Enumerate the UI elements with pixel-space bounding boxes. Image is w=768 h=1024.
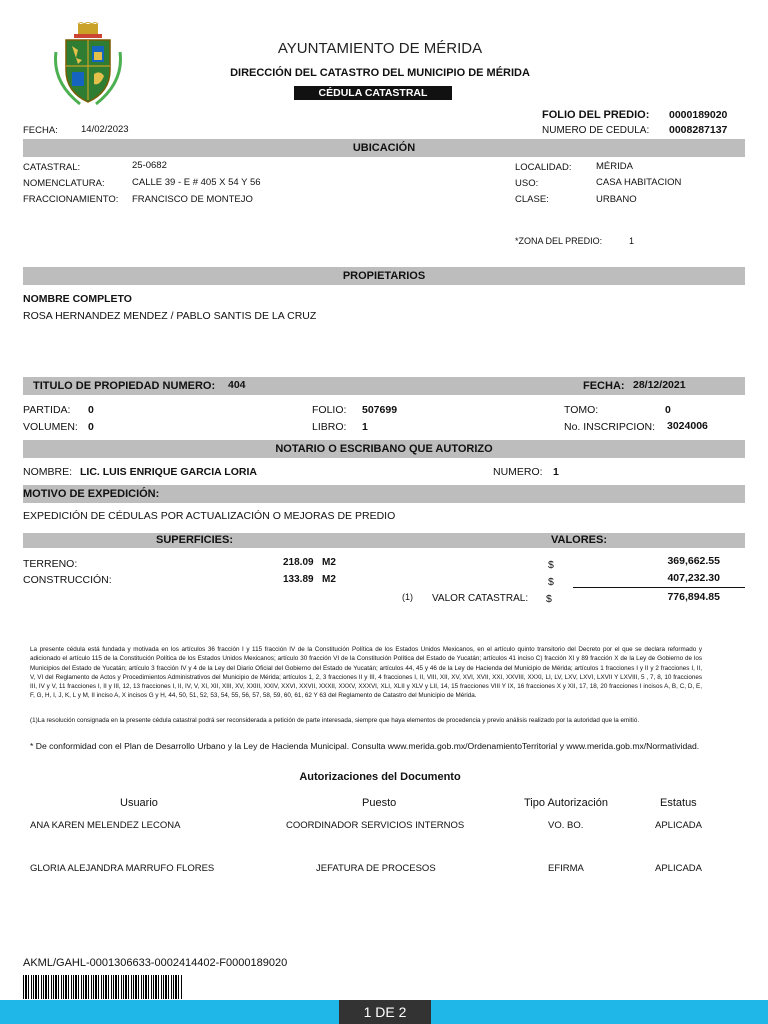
notario-numero-label: NUMERO: — [493, 466, 543, 478]
fecha-label: FECHA: — [23, 125, 58, 136]
propietarios-title: PROPIETARIOS — [342, 270, 426, 282]
titulo-value: 404 — [228, 379, 246, 391]
auth-row2-puesto: JEFATURA DE PROCESOS — [316, 863, 436, 874]
localidad-value: MÉRIDA — [596, 161, 633, 172]
auth-row2-estatus: APLICADA — [655, 863, 702, 874]
fracc-value: FRANCISCO DE MONTEJO — [132, 194, 253, 205]
header-org: AYUNTAMIENTO DE MÉRIDA — [277, 40, 483, 57]
auth-row2-usuario: GLORIA ALEJANDRA MARRUFO FLORES — [30, 863, 215, 874]
auth-row1-puesto: COORDINADOR SERVICIOS INTERNOS — [286, 820, 465, 831]
page-indicator[interactable]: 1 DE 2 — [339, 1000, 431, 1024]
valores-title: VALORES: — [551, 534, 608, 546]
propietarios-bar — [23, 267, 745, 285]
terreno-unit: M2 — [322, 557, 336, 568]
inscripcion-label: No. INSCRIPCION: — [564, 421, 656, 433]
nomenclatura-value: CALLE 39 - E # 405 X 54 Y 56 — [132, 177, 261, 188]
partida-label: PARTIDA: — [23, 404, 71, 416]
catastral-value: 25-0682 — [132, 160, 167, 171]
valor-terreno: 369,662.55 — [667, 555, 720, 567]
auth-header-usuario: Usuario — [120, 797, 158, 809]
terreno-value: 218.09 — [283, 557, 314, 568]
autorizaciones-title: Autorizaciones del Documento — [299, 771, 461, 783]
folio-value: 0000189020 — [669, 109, 728, 121]
valor-catastral: 776,894.85 — [667, 591, 720, 603]
currency-terreno: $ — [548, 559, 554, 571]
auth-header-tipo: Tipo Autorización — [524, 797, 608, 809]
construccion-unit: M2 — [322, 574, 336, 585]
motivo-text: EXPEDICIÓN DE CÉDULAS POR ACTUALIZACIÓN O MEJORAS DE PREDIO — [23, 510, 396, 522]
notario-numero: 1 — [553, 466, 559, 478]
auth-row1-usuario: ANA KAREN MELENDEZ LECONA — [30, 820, 181, 831]
ubicacion-title: UBICACIÓN — [352, 142, 416, 154]
ubicacion-bar — [23, 139, 745, 157]
clase-value: URBANO — [596, 194, 637, 205]
notario-bar — [23, 440, 745, 458]
propietarios-nombre: ROSA HERNANDEZ MENDEZ / PABLO SANTIS DE LA CRUZ — [23, 310, 317, 322]
valor-construccion: 407,232.30 — [667, 572, 720, 584]
coat-of-arms-icon — [52, 22, 124, 110]
nomenclatura-label: NOMENCLATURA: — [23, 178, 105, 189]
partida-value: 0 — [88, 404, 94, 416]
legal-paragraph: La presente cédula está fundada y motivada en los artículos 36 fracción I y 115 fracción IV de la Constitución Política de los Estados Unidos Mexicanos, en el artículo quinto transitorio del Decreto por el que se declara reformado y adicionado el artículo 115 de la Constitución Política de los Estados Unidos Mexicanos; artículo 30 fracción VI de la Constitución Política del Estado de Yucatán; artículos 41 inciso C) fracción XI y 89 fracción X de la Ley de Gobierno de los Municipios del Estado de Yucatán; artículo 3 fracción IV y 4 de la Ley del Diario Oficial del Gobierno del Estado de Yucatán; artículos 44, 45 y 46 de la Ley de Hacienda del Municipio de Mérida; artículos 1 fracciones I y II y 2 fracciones I, II, V, VI del Reglamento de Actos y Procedimientos Administrativos del Municipio de Mérida; artículos 1, 2, 3 fracciones II y III, 4 fracciones I, II, VIII, XII, XV, XVI, XVII, XXI, XXVIII, XXXI, LI, LV, LXV, LXVI, LXVII Y LXVIII, 5 , 7, 8, 10 fracciones III, IV y V, 11 fracciones I, II y III, 12, 13 fracciones I, II, IV, V, XI, XII, XIII, XV, XXIII, XXIV, XXVI, XXVII, XXXII, XXXV, XXXVI, XLI, XLII y XLV y LII, 14, 15 fracciones VIII Y IX, 16 fracciones X y XII, 17, 18, 20 fracciones I incisos A, B, C, D, E, F, G, H, I, J, K, L y M, II inciso A, X incisos G y H, 44, 50, 51, 52, 53, 54, 55, 56, 57, 58, 59, 60, 61, 62 Y 63 del Reglamento de Catastro del Municipio de Mérida. — [30, 646, 702, 700]
zona-label: *ZONA DEL PREDIO: — [515, 236, 603, 246]
titulo-bar — [23, 377, 745, 395]
zona-value: 1 — [629, 236, 635, 246]
catastral-label: CATASTRAL: — [23, 162, 81, 173]
tomo-label: TOMO: — [564, 404, 599, 416]
currency-construccion: $ — [548, 576, 554, 588]
notario-nombre: LIC. LUIS ENRIQUE GARCIA LORIA — [80, 466, 257, 478]
volumen-value: 0 — [88, 421, 94, 433]
notario-nombre-label: NOMBRE: — [23, 466, 73, 478]
titulo-label: TITULO DE PROPIEDAD NUMERO: — [33, 380, 216, 392]
volumen-label: VOLUMEN: — [23, 421, 78, 433]
construccion-label: CONSTRUCCIÓN: — [23, 574, 112, 586]
auth-row2-tipo: EFIRMA — [548, 863, 584, 874]
auth-row1-tipo: VO. BO. — [548, 820, 584, 831]
inscripcion-value: 3024006 — [667, 420, 708, 432]
valor-catastral-footnote: (1) — [402, 592, 413, 602]
libro-value: 1 — [362, 421, 368, 433]
total-line — [573, 587, 745, 588]
cedula-label: NUMERO DE CEDULA: — [542, 125, 650, 136]
doc-code: AKML/GAHL-0001306633-0002414402-F0000189020 — [23, 957, 288, 969]
legal-footnote: (1)La resolución consignada en la presente cédula catastral podrá ser reconsiderada a petición de parte interesada, siempre que haya elementos de procedencia y previo análisis realizado por la autoridad que la emitió. — [30, 717, 640, 724]
tomo-value: 0 — [665, 404, 671, 416]
localidad-label: LOCALIDAD: — [515, 162, 572, 173]
fecha-value: 14/02/2023 — [81, 124, 129, 135]
folio-libro-label: FOLIO: — [312, 404, 347, 416]
auth-header-puesto: Puesto — [362, 797, 397, 809]
construccion-value: 133.89 — [283, 574, 314, 585]
fracc-label: FRACCIONAMIENTO: — [23, 194, 119, 205]
terreno-label: TERRENO: — [23, 558, 78, 570]
superficies-bar — [23, 533, 745, 548]
barcode-icon — [23, 975, 183, 999]
currency-catastral: $ — [546, 593, 552, 605]
libro-label: LIBRO: — [312, 421, 347, 433]
doc-type-banner: CÉDULA CATASTRAL — [294, 86, 452, 100]
motivo-bar — [23, 485, 745, 503]
auth-row1-estatus: APLICADA — [655, 820, 702, 831]
folio-libro-value: 507699 — [362, 404, 398, 416]
uso-value: CASA HABITACION — [596, 177, 682, 188]
superficies-title: SUPERFICIES: — [156, 534, 234, 546]
auth-header-estatus: Estatus — [660, 797, 697, 809]
folio-label: FOLIO DEL PREDIO: — [542, 109, 650, 121]
valor-catastral-label: VALOR CATASTRAL: — [432, 593, 529, 604]
motivo-title: MOTIVO DE EXPEDICIÓN: — [23, 488, 160, 500]
nombre-completo-label: NOMBRE COMPLETO — [23, 293, 132, 305]
uso-label: USO: — [515, 178, 539, 189]
header-dept: DIRECCIÓN DEL CATASTRO DEL MUNICIPIO DE MÉRIDA — [230, 67, 530, 79]
clase-label: CLASE: — [515, 194, 549, 205]
legal-note: * De conformidad con el Plan de Desarrollo Urbano y la Ley de Hacienda Municipal. Consulta www.merida.gob.mx/OrdenamientoTerritorial y www.merida.gob.mx/Normatividad. — [30, 741, 700, 751]
titulo-fecha-label: FECHA: — [583, 380, 625, 392]
notario-title: NOTARIO O ESCRIBANO QUE AUTORIZO — [275, 443, 493, 455]
cedula-value: 0008287137 — [669, 124, 728, 136]
titulo-fecha-value: 28/12/2021 — [633, 379, 686, 391]
